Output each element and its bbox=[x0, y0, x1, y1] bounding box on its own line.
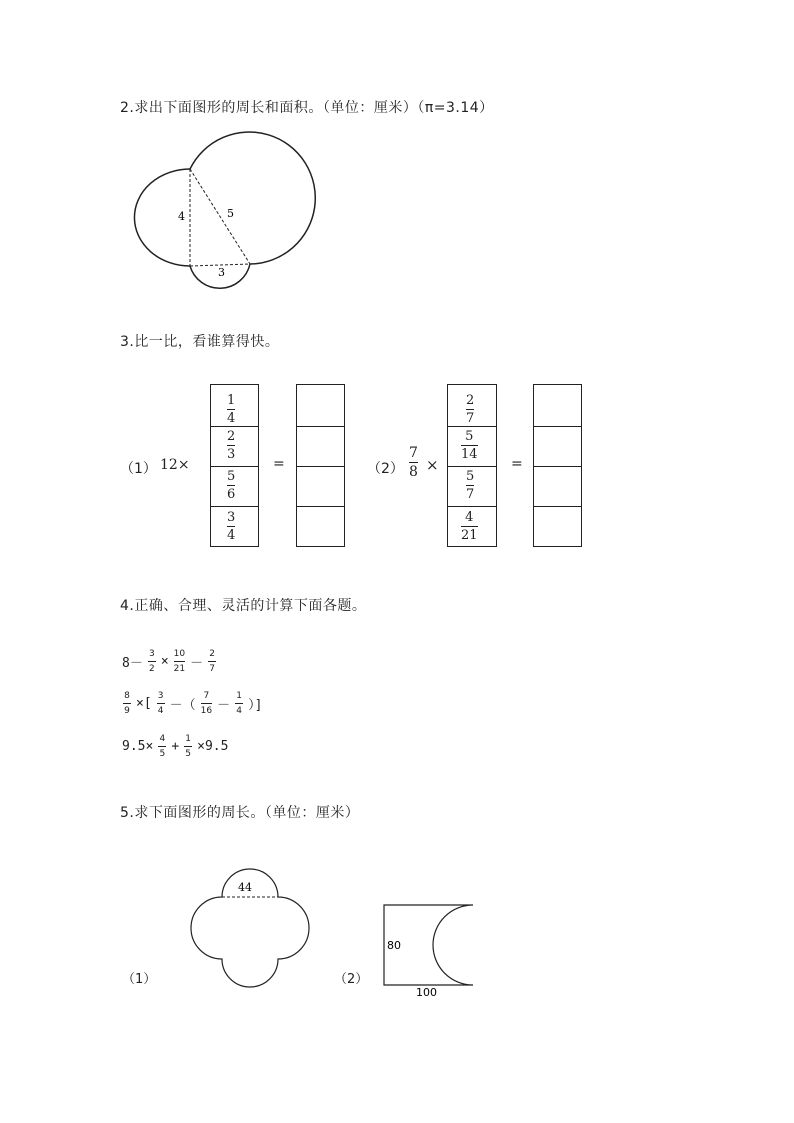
answer-box[interactable] bbox=[534, 467, 581, 506]
part1-equals: = bbox=[273, 456, 285, 472]
operator: × bbox=[160, 654, 169, 669]
part1-fraction: 5 6 bbox=[227, 469, 236, 502]
part2-answer-column bbox=[533, 384, 582, 547]
q2-title: 2.求出下面图形的周长和面积。（单位：厘米）（π=3.14） bbox=[120, 100, 494, 116]
part1-answer-column bbox=[296, 384, 345, 547]
operator: － bbox=[190, 656, 204, 671]
answer-box[interactable] bbox=[297, 507, 344, 547]
part2-fraction: 5 7 bbox=[466, 469, 475, 502]
q5-title: 5.求下面图形的周长。（单位：厘米） bbox=[120, 805, 360, 821]
part2-fraction: 5 14 bbox=[461, 429, 478, 462]
q5-figure-2 bbox=[380, 900, 480, 1000]
part2-label: （2） bbox=[367, 461, 404, 477]
label-80: 80 bbox=[387, 939, 401, 952]
expr-text: 9.5× bbox=[122, 739, 154, 754]
operator: + bbox=[171, 739, 180, 754]
fraction: 3 4 bbox=[157, 691, 164, 716]
fraction: 8 9 bbox=[124, 691, 130, 716]
part2-fraction-column bbox=[447, 384, 497, 547]
expression-1 bbox=[120, 649, 219, 674]
part2-times: × bbox=[426, 456, 439, 474]
answer-box[interactable] bbox=[297, 427, 344, 466]
fraction: 2 7 bbox=[209, 649, 215, 674]
part2-equals: = bbox=[511, 456, 523, 472]
answer-box[interactable] bbox=[297, 385, 344, 426]
operator: ）] bbox=[248, 698, 263, 713]
label-100: 100 bbox=[416, 986, 437, 999]
fraction: 10 21 bbox=[173, 649, 186, 674]
answer-box[interactable] bbox=[534, 385, 581, 426]
fig2-label: （2） bbox=[334, 972, 369, 987]
expression-3 bbox=[120, 734, 230, 759]
fraction: 7 16 bbox=[200, 691, 213, 716]
part1-fraction: 1 4 bbox=[227, 393, 236, 426]
part1-fraction: 2 3 bbox=[227, 429, 236, 462]
operator: －（ bbox=[169, 698, 196, 713]
large-circle-arc bbox=[190, 132, 315, 264]
q5-figure-1 bbox=[170, 858, 330, 1003]
part1-fraction-column bbox=[210, 384, 259, 547]
part1-label: （1） bbox=[120, 461, 157, 477]
label-5: 5 bbox=[227, 207, 234, 220]
part2-multiplier-fraction: 7 8 bbox=[409, 445, 418, 480]
fraction: 3 2 bbox=[148, 649, 155, 674]
answer-box[interactable] bbox=[534, 427, 581, 466]
q3-title: 3.比一比，看谁算得快。 bbox=[120, 334, 280, 350]
label-44: 44 bbox=[238, 881, 252, 894]
q4-title: 4.正确、合理、灵活的计算下面各题。 bbox=[120, 598, 367, 614]
fig1-label: （1） bbox=[122, 972, 157, 987]
part2-fraction: 2 7 bbox=[466, 393, 475, 426]
fraction: 1 4 bbox=[236, 691, 242, 716]
label-4: 4 bbox=[178, 210, 185, 223]
operator: ×[ bbox=[136, 696, 152, 711]
expr-text: 8－ bbox=[122, 656, 143, 671]
operator: － bbox=[217, 698, 231, 713]
q2-figure bbox=[130, 150, 300, 305]
answer-box[interactable] bbox=[297, 467, 344, 506]
fraction: 1 5 bbox=[185, 734, 191, 759]
fraction: 4 5 bbox=[159, 734, 166, 759]
expression-2 bbox=[120, 691, 264, 716]
part1-fraction: 3 4 bbox=[227, 510, 236, 543]
answer-box[interactable] bbox=[534, 507, 581, 547]
expr-text: ×9.5 bbox=[197, 739, 229, 754]
part1-multiplier: 12× bbox=[160, 457, 190, 473]
part2-fraction: 4 21 bbox=[461, 510, 478, 543]
label-3: 3 bbox=[218, 266, 225, 279]
dashed-side-5 bbox=[190, 169, 250, 264]
